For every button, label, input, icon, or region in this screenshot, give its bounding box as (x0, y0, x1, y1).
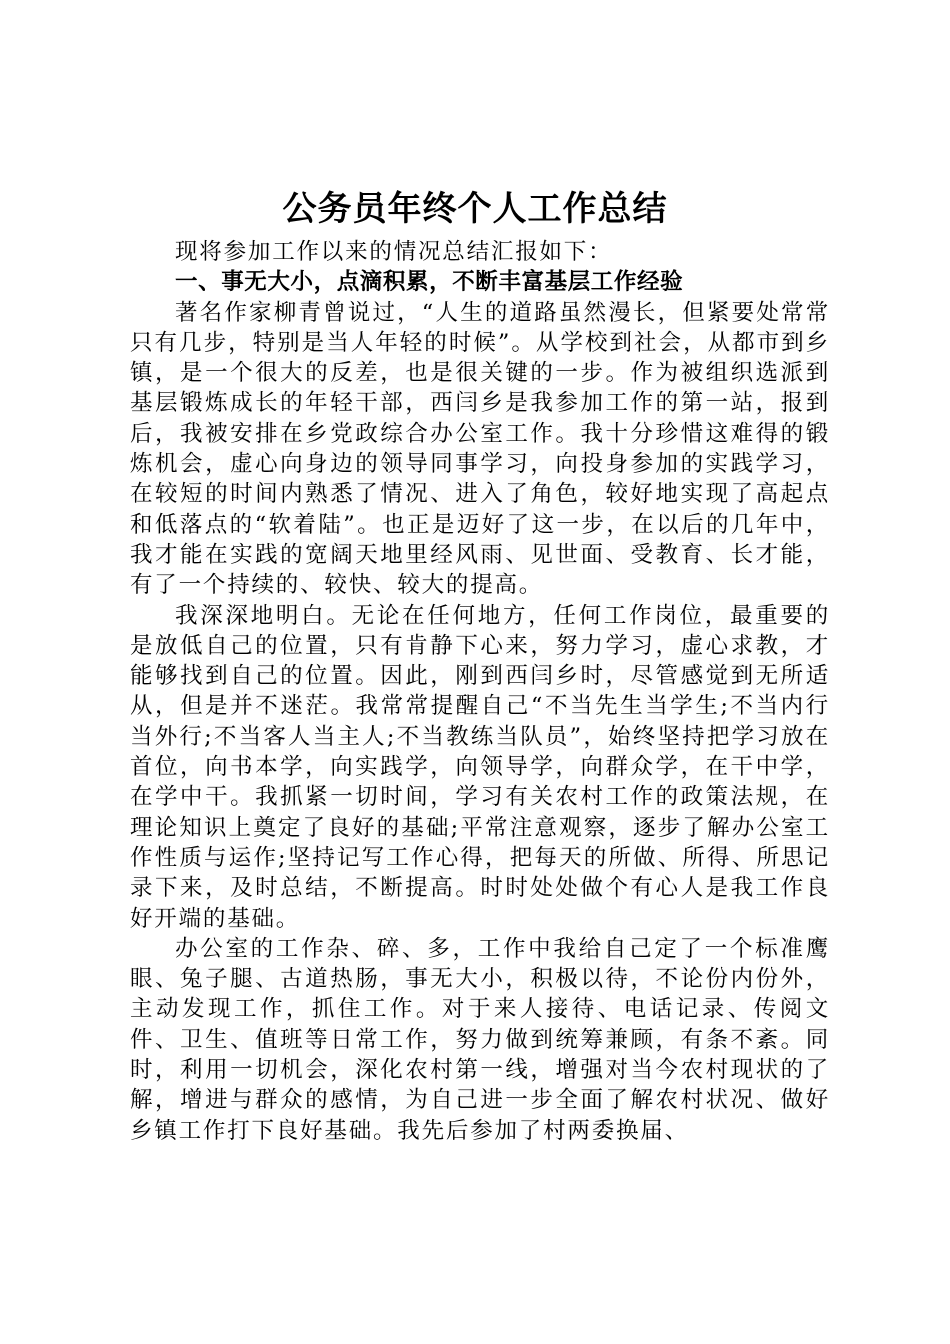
body-paragraph: 我深深地明白。无论在任何地方，任何工作岗位，最重要的是放低自己的位置，只有肯静下心来，努力学习，虚心求教，才能够找到自己的位置。因此，刚到西闫乡时，尽管感觉到无所适从，但是并不迷茫。我常常提醒自己“不当先生当学生;不当内行当外行;不当客人当主人;不当教练当队员”，始终坚持把学习放在首位，向书本学，向实践学，向领导学，向群众学，在干中学，在学中干。我抓紧一切时间，学习有关农村工作的政策法规，在理论知识上奠定了良好的基础;平常注意观察，逐步了解办公室工作性质与运作;坚持记写工作心得，把每天的所做、所得、所思记录下来，及时总结，不断提高。时时处处做个有心人是我工作良好开端的基础。 (130, 602, 830, 932)
intro-paragraph: 现将参加工作以来的情况总结汇报如下： (175, 239, 613, 265)
section-heading: 一、事无大小，点滴积累，不断丰富基层工作经验 (175, 269, 684, 296)
body-paragraph: 办公室的工作杂、碎、多，工作中我给自己定了一个标准鹰眼、兔子腿、古道热肠，事无大小，积极以待，不论份内份外，主动发现工作，抓住工作。对于来人接待、电话记录、传阅文件、卫生、值班等日常工作，努力做到统筹兼顾，有条不紊。同时，利用一切机会，深化农村第一线，增强对当今农村现状的了解，增进与群众的感情，为自己进一步全面了解农村状况、做好乡镇工作打下良好基础。我先后参加了村两委换届、 (130, 935, 830, 1144)
document-title: 公务员年终个人工作总结 (282, 189, 668, 229)
body-paragraph: 著名作家柳青曾说过，“人生的道路虽然漫长，但紧要处常常只有几步，特别是当人年轻的时候”。从学校到社会，从都市到乡镇，是一个很大的反差，也是很关键的一步。作为被组织选派到基层锻炼成长的年轻干部，西闫乡是我参加工作的第一站，报到后，我被安排在乡党政综合办公室工作。我十分珍惜这难得的锻炼机会，虚心向身边的领导同事学习，向投身参加的实践学习，在较短的时间内熟悉了情况、进入了角色，较好地实现了高起点和低落点的“软着陆”。也正是迈好了这一步，在以后的几年中，我才能在实践的宽阔天地里经风雨、见世面、受教育、长才能，有了一个持续的、较快、较大的提高。 (130, 299, 830, 599)
document-body (130, 237, 830, 1146)
